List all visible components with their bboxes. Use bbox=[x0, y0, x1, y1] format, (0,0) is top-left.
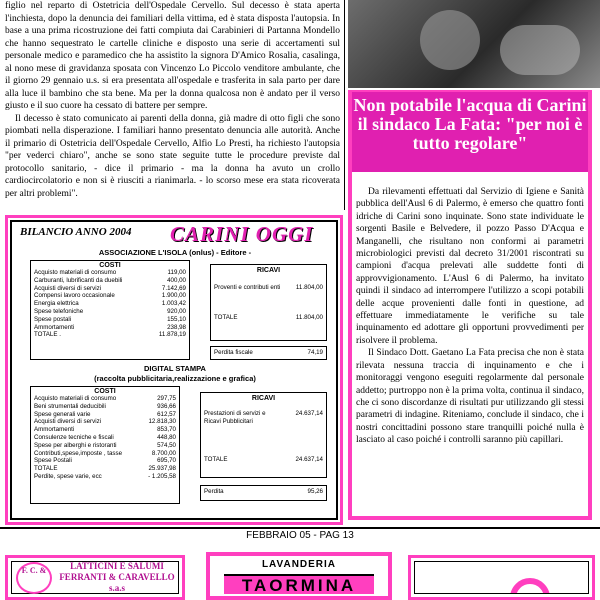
row-value: 238,98 bbox=[167, 323, 186, 331]
table-row bbox=[34, 465, 176, 473]
row-label: Ammortamenti bbox=[34, 426, 75, 434]
row-label: Ammortamenti bbox=[34, 323, 75, 331]
table-row bbox=[34, 292, 186, 300]
table-row bbox=[34, 316, 186, 324]
ad-latticini[interactable] bbox=[5, 555, 185, 600]
row-label: Spese per alberghi e ristoranti bbox=[34, 441, 117, 449]
association-title: ASSOCIAZIONE L'ISOLA (onlus) - Editore - bbox=[98, 248, 252, 257]
table-row bbox=[34, 450, 176, 458]
ricavi2-table bbox=[200, 392, 327, 478]
table-row bbox=[34, 308, 186, 316]
row-label: Spese postali bbox=[34, 315, 72, 323]
table-row bbox=[34, 269, 186, 277]
row-label: Perdite, spese varie, ecc bbox=[34, 472, 102, 480]
ricavi-title: RICAVI bbox=[256, 267, 281, 274]
table-row bbox=[34, 473, 176, 481]
costi2-table bbox=[30, 386, 180, 504]
perdita-value: 74,19 bbox=[307, 349, 323, 356]
ad-line: LATTICINI E SALUMI bbox=[70, 561, 164, 571]
row-label: Beni strumentali deducibili bbox=[34, 402, 106, 410]
row-value: 24.637,14 bbox=[295, 410, 323, 417]
ad-line: FERRANTI & CARAVELLO s.a.s bbox=[59, 572, 175, 593]
row-value: - 1.205,58 bbox=[148, 472, 176, 480]
row-value: 574,50 bbox=[157, 441, 176, 449]
perdita2-box bbox=[200, 485, 327, 501]
row-value: 920,00 bbox=[167, 307, 186, 315]
row-value: 24.637,14 bbox=[295, 456, 323, 463]
costi-title: COSTI bbox=[99, 262, 121, 269]
row-value: 8.700,00 bbox=[151, 449, 176, 457]
table-row bbox=[34, 434, 176, 442]
table-row bbox=[204, 410, 323, 426]
row-value: 400,00 bbox=[167, 276, 186, 284]
perdita2-label: Perdita bbox=[204, 488, 224, 495]
table-row bbox=[214, 284, 323, 292]
table-row bbox=[34, 403, 176, 411]
side-story-headline: Non potabile l'acqua di Carini il sindaco La Fata: "per noi è tutto regolare" bbox=[352, 92, 588, 172]
row-label: TOTALE . bbox=[34, 331, 61, 339]
row-label: TOTALE bbox=[214, 314, 238, 321]
table-row bbox=[34, 277, 186, 285]
table-row bbox=[204, 456, 323, 464]
row-value: 25.937,98 bbox=[148, 465, 176, 473]
row-label: Prestazioni di servizi e Ricavi Pubblicitari bbox=[204, 410, 266, 425]
row-label: Consulenze tecniche e fiscali bbox=[34, 433, 114, 441]
table-row bbox=[34, 442, 176, 450]
ad-circle-icon bbox=[510, 578, 550, 594]
table-row bbox=[214, 314, 323, 322]
row-label: Acquisto materiali di consumo bbox=[34, 395, 117, 402]
main-article bbox=[5, 0, 345, 210]
row-value: 11.878,19 bbox=[158, 331, 186, 339]
ad-title: LAVANDERIA bbox=[261, 559, 337, 570]
row-label: Spese Postali bbox=[34, 457, 72, 465]
side-story-body bbox=[356, 186, 584, 516]
row-label: TOTALE bbox=[204, 456, 228, 463]
table-row bbox=[34, 300, 186, 308]
row-label: Acquisti diversi di servizi bbox=[34, 284, 102, 292]
perdita2-value: 95,26 bbox=[307, 488, 323, 495]
photo-figure bbox=[420, 10, 480, 70]
row-label: Spese generali varie bbox=[34, 410, 91, 418]
ad-text bbox=[56, 561, 178, 594]
row-label: Contributi,spese,imposte , tasse bbox=[34, 449, 123, 457]
ad-third[interactable] bbox=[408, 555, 595, 600]
table-row bbox=[34, 418, 176, 426]
row-value: 1.900,00 bbox=[161, 292, 186, 300]
bilancio-heading: BILANCIO ANNO 2004 bbox=[20, 226, 132, 238]
row-label: Acquisto materiali di consumo bbox=[34, 269, 117, 276]
row-value: 12.818,30 bbox=[148, 418, 176, 426]
row-value: 11.804,00 bbox=[295, 284, 323, 291]
row-label: Compensi lavoro occasionale bbox=[34, 292, 115, 300]
table-row bbox=[34, 331, 186, 339]
row-label: Energia elettrica bbox=[34, 300, 79, 308]
row-value: 155,10 bbox=[167, 315, 186, 323]
row-label: TOTALE bbox=[34, 465, 58, 473]
ad-brand: TAORMINA bbox=[224, 574, 374, 594]
row-value: 297,75 bbox=[157, 395, 176, 402]
row-value: 11.804,00 bbox=[295, 314, 323, 321]
article-paragraph: figlio nel reparto di Ostetricia dell'Ospedale Cervello. Sul decesso è stata aperta l'inchiesta, dopo la denuncia dei familiari della vittima, ed è stata disposta l'autopsia. In base a una prima ricostruzione dei fatti compiuta dai Carabinieri di Partanna Mondello che hanno sequestrato le cartelle cliniche e disposto una serie di accertamenti sul personale medico e paramedico che ha assistito la signora D'Amico Rosalia, casalinga, al nono mese di gravidanza sposata con Vincenzo Lo Piccolo venditore ambulante, che il giorno 29 gennaio u.s. si era presentata all'ospedale e trasferita in sala parto per dare alla luce il bambino che sta bene. Ma per la donna qualcosa non è andato per il verso giusto e il suo cuore ha cessato di battere per sempre. bbox=[5, 1, 340, 111]
perdita-label: Perdita fiscale bbox=[214, 349, 253, 356]
photo-figure bbox=[500, 25, 580, 75]
row-value: 119,00 bbox=[167, 269, 186, 276]
row-value: 7.142,69 bbox=[161, 284, 186, 292]
ad-lavanderia[interactable] bbox=[206, 552, 392, 600]
row-label: Spese telefoniche bbox=[34, 307, 84, 315]
digital-subtitle: (raccolta pubblicitaria,realizzazione e grafica) bbox=[94, 374, 256, 383]
article-paragraph: Il decesso è stato comunicato ai parenti della donna, già madre di otto figli che sono piombati nella disperazione. I familiari hanno presentato denuncia alle autorità. Anche il primario di Ostetricia dell'Ospedale Cervello, Alfio Lo Presti, ha richiesto l'autopsia "per vederci chiaro", anche se sono state seguite tutte le procedure previste dal protocollo sanitario, - dice il primario - ma la donna ha avuto un crollo cardiocircolatorio e non si è riusciti a rianimarla. - lo scorso mese era stata ricoverata per altri problemi". bbox=[5, 113, 340, 199]
carini-oggi-logo: CARINI OGGI bbox=[170, 222, 314, 246]
row-value: 936,66 bbox=[157, 402, 176, 410]
page-footer: FEBBRAIO 05 - PAG 13 bbox=[246, 530, 354, 541]
row-value: 612,57 bbox=[157, 410, 176, 418]
row-label: Acquisti diversi di servizi bbox=[34, 418, 102, 426]
row-label: Carburanti, lubrificanti da duebili bbox=[34, 276, 123, 284]
side-story-paragraph: Il Sindaco Dott. Gaetano La Fata precisa che non è stata rilevata nessuna traccia di inquinamento e che i monitoraggi vengono eseguiti regolarmente dal personale addetto; purtroppo non è la prima volta, continua il sindaco, che ci sono discordanze di risultati pur utilizzando gli stessi parametri di indagine. Riteniamo, conclude il sindaco, che i nostri concittadini possono stare tranquilli poiché nulla è lasciato al caso poiché i controlli saranno più capillari. bbox=[356, 348, 584, 446]
row-value: 1.003,42 bbox=[161, 300, 186, 308]
table-row bbox=[34, 285, 186, 293]
perdita-box bbox=[210, 346, 327, 360]
costi-table bbox=[30, 260, 190, 360]
side-story-paragraph: Da rilevamenti effettuati dal Servizio di Igiene e Sanità pubblica dell'Ausl 6 di Palermo, è emerso che quattro fonti idriche di Carini sono inquinate. Sono state individuate le sorgenti Basile e Belvedere, il pozzo Passo D'Acqua e Manganelli, che risultano non conformi ai parametri microbiologici previsti dal decreto 31/2001 riscontrati su campioni d'acqua prelevati alle suddette fonti di approvvigionamento. L'Ausl 6 di Palermo, ha invitato quindi il sindaco ad interrompere l'utilizzo a scopi potabili delle acque provenienti dalle fonti in questione, ad effettuare immediatamente le verifiche su tale inquinamento ed adottare gli opportuni provvedimenti per risolvere il problema. bbox=[356, 187, 584, 346]
row-value: 695,70 bbox=[157, 457, 176, 465]
ricavi2-title: RICAVI bbox=[251, 395, 276, 402]
table-row bbox=[34, 324, 186, 332]
row-value: 448,80 bbox=[157, 433, 176, 441]
table-row bbox=[34, 457, 176, 465]
digital-title: DIGITAL STAMPA bbox=[144, 364, 206, 373]
table-row bbox=[34, 395, 176, 403]
digital-stampa-heading bbox=[15, 364, 335, 384]
table-row bbox=[34, 411, 176, 419]
costi2-title: COSTI bbox=[94, 388, 116, 395]
row-value: 853,70 bbox=[157, 426, 176, 434]
footer-divider bbox=[0, 527, 600, 529]
ad-logo-icon: F. C. & bbox=[16, 562, 52, 594]
ricavi-table bbox=[210, 264, 327, 341]
table-row bbox=[34, 426, 176, 434]
row-label: Proventi e contributi enti bbox=[214, 284, 281, 291]
